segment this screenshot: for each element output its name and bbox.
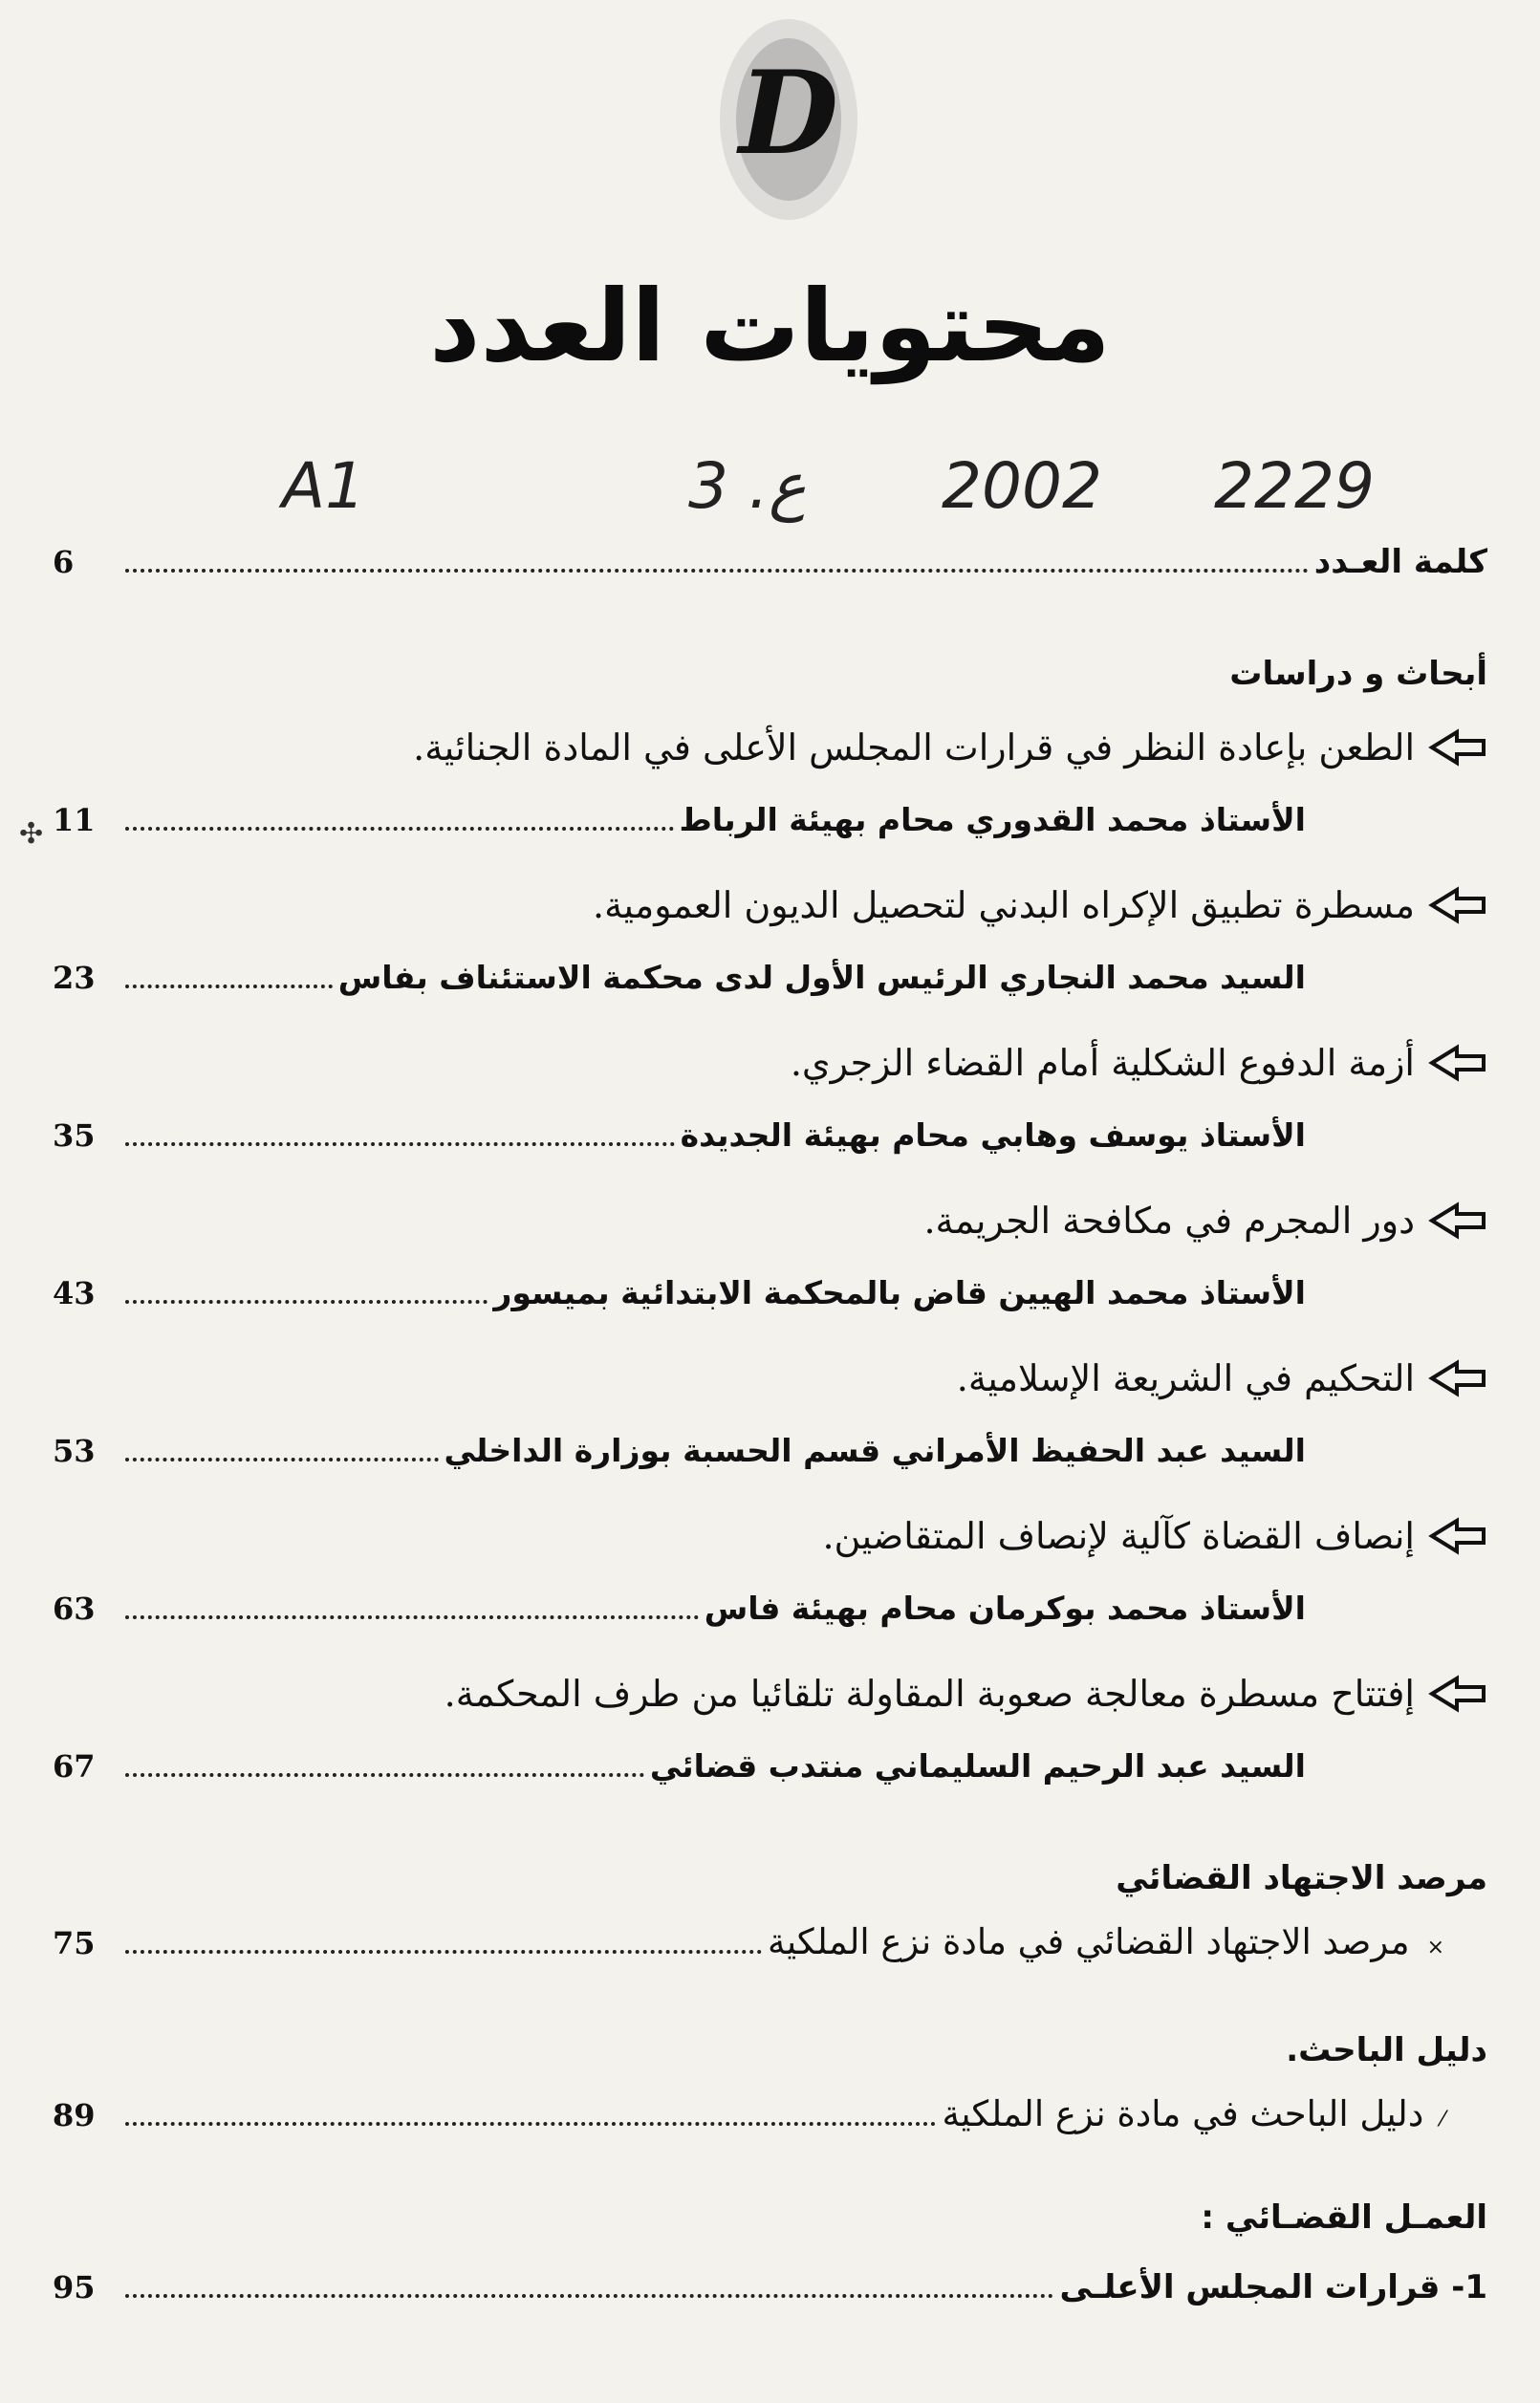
toc-observatory-item[interactable] (53, 1921, 1444, 1977)
arrow-icon (1428, 886, 1487, 924)
author: السيد عبد الرحيم السليماني منتدب قضائي (649, 1747, 1306, 1785)
handwritten-ref: A1 (282, 449, 366, 523)
article-title[interactable]: الطعن بإعادة النظر في قرارات المجلس الأعلى في المادة الجنائية. (413, 726, 1487, 769)
author: الأستاذ يوسف وهابي محام بهيئة الجديدة (680, 1116, 1306, 1154)
toc-judicial-item[interactable] (53, 2265, 1487, 2321)
leader-dots (125, 1429, 439, 1461)
toc-guide-item[interactable] (53, 2093, 1444, 2149)
author: الأستاذ محمد القدوري محام بهيئة الرباط (679, 801, 1306, 838)
page-title: محتويات العدد (429, 268, 1111, 384)
page-number: 53 (53, 1433, 96, 1469)
handwritten-code: 3 .ع (688, 449, 807, 523)
author: الأستاذ محمد الهيين قاض بالمحكمة الابتدائية بميسور (493, 1274, 1306, 1311)
toc-label: كلمة العـدد (1313, 543, 1487, 581)
section-research: أبحاث و دراسات (1229, 655, 1487, 693)
page-number: 75 (53, 1925, 96, 1961)
arrow-icon (1428, 1675, 1487, 1713)
page-number: 95 (53, 2269, 96, 2306)
article-title[interactable]: إفتتاح مسطرة معالجة صعوبة المقاولة تلقائيا من طرف المحكمة. (445, 1673, 1487, 1715)
leader-dots (125, 540, 1309, 573)
article-title[interactable]: أزمة الدفوع الشكلية أمام القضاء الزجري. (791, 1042, 1487, 1084)
leader-dots (125, 798, 674, 831)
page-number: 63 (53, 1591, 96, 1627)
toc-label: 1- قرارات المجلس الأعلـى (1059, 2268, 1487, 2306)
arrow-icon (1428, 1517, 1487, 1555)
stamp-logo (707, 10, 870, 229)
toc-article-author[interactable] (53, 798, 1306, 854)
page-number: 11 (53, 802, 96, 838)
toc-article-author[interactable] (53, 1587, 1306, 1642)
leader-dots (125, 956, 333, 988)
page-number: 67 (53, 1748, 96, 1785)
toc-article-author[interactable] (53, 1429, 1306, 1484)
bullet-icon: ⁄ (1441, 2108, 1444, 2132)
leader-dots (125, 1744, 644, 1777)
toc-label: مرصد الاجتهاد القضائي في مادة نزع الملكية (768, 1921, 1410, 1962)
leader-dots (125, 1587, 699, 1619)
page-number: 89 (53, 2097, 96, 2133)
article-title[interactable]: التحكيم في الشريعة الإسلامية. (957, 1357, 1487, 1399)
article-title[interactable]: دور المجرم في مكافحة الجريمة. (923, 1200, 1487, 1242)
section-observatory: مرصد الاجتهاد القضائي (1116, 1859, 1487, 1897)
arrow-icon (1428, 1359, 1487, 1397)
article-title[interactable]: مسطرة تطبيق الإكراه البدني لتحصيل الديون العمومية. (593, 884, 1487, 926)
handwritten-number: 2229 (1214, 449, 1375, 523)
handwritten-year: 2002 (942, 449, 1102, 523)
margin-mark-icon: ✣ (19, 817, 44, 851)
author: السيد عبد الحفيظ الأمراني قسم الحسبة بوزارة الداخلي (444, 1432, 1306, 1469)
leader-dots (125, 1921, 762, 1954)
toc-article-author[interactable] (53, 1114, 1306, 1169)
toc-editorial[interactable] (53, 540, 1487, 595)
toc-article-author[interactable] (53, 956, 1306, 1011)
arrow-icon (1428, 728, 1487, 767)
page-number: 6 (53, 544, 75, 580)
arrow-icon (1428, 1044, 1487, 1082)
leader-dots (125, 1271, 488, 1304)
bullet-icon: × (1426, 1936, 1444, 1959)
page-number: 23 (53, 960, 96, 996)
toc-label: دليل الباحث في مادة نزع الملكية (942, 2093, 1424, 2134)
toc-article-author[interactable] (53, 1744, 1306, 1800)
leader-dots (125, 2265, 1053, 2298)
svg-text:D: D (738, 46, 839, 181)
toc-article-author[interactable] (53, 1271, 1306, 1327)
article-title[interactable]: إنصاف القضاة كآلية لإنصاف المتقاضين. (822, 1515, 1487, 1557)
leader-dots (125, 1114, 675, 1146)
leader-dots (125, 2093, 936, 2126)
section-guide: دليل الباحث. (1286, 2031, 1487, 2069)
author: السيد محمد النجاري الرئيس الأول لدى محكمة الاستئناف بفاس (337, 959, 1306, 996)
section-judicial: العمـل القضـائي : (1201, 2198, 1487, 2237)
page-number: 35 (53, 1117, 96, 1154)
page-number: 43 (53, 1275, 96, 1311)
author: الأستاذ محمد بوكرمان محام بهيئة فاس (704, 1590, 1306, 1627)
arrow-icon (1428, 1202, 1487, 1240)
